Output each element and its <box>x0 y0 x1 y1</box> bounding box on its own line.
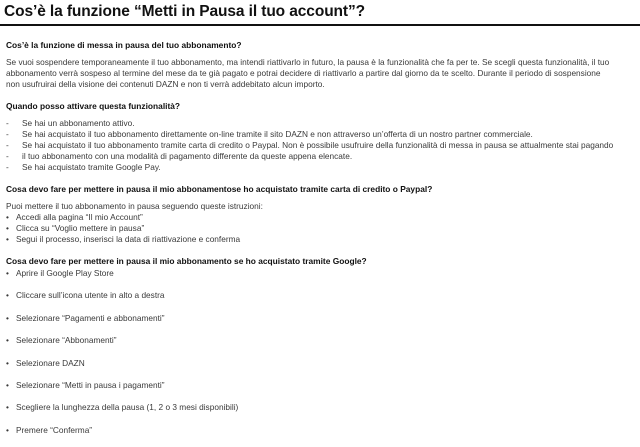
list-item: • Scegliere la lunghezza della pausa (1, 2 o 3 mesi disponibili) <box>6 402 636 413</box>
list-item: - Se hai un abbonamento attivo. <box>6 118 636 129</box>
faq-intro: Puoi mettere il tuo abbonamento in pausa seguendo queste istruzioni: <box>6 201 263 211</box>
title-divider <box>0 24 640 26</box>
faq-question: Cosa devo fare per mettere in pausa il mio abbonamento se ho acquistato tramite Google? <box>6 256 367 266</box>
faq-section-what-is-pause <box>6 40 636 90</box>
conditions-list <box>6 118 636 173</box>
list-item: • Premere “Conferma” <box>6 425 636 436</box>
list-item: • Selezionare “Pagamenti e abbonamenti” <box>6 313 636 324</box>
list-item: • Selezionare “Abbonamenti” <box>6 335 636 346</box>
list-item: - Se hai acquistato il tuo abbonamento direttamente on-line tramite il sito DAZN e non attraverso un’offerta di un nostro partner commerciale. <box>6 129 636 140</box>
list-item: • Selezionare “Metti in pausa i pagamenti” <box>6 380 636 391</box>
list-item: • Selezionare DAZN <box>6 358 636 369</box>
faq-answer-line: Se vuoi sospendere temporaneamente il tuo abbonamento, ma intendi riattivarlo in futuro, la pausa è la funzionalità che fa per te. Se scegli questa funzionalità, il tuo <box>6 57 610 67</box>
faq-question: Cosa devo fare per mettere in pausa il mio abbonamentose ho acquistato tramite carta di credito o Paypal? <box>6 184 433 194</box>
list-item: - Se hai acquistato tramite Google Pay. <box>6 162 636 173</box>
faq-answer-line: abbonamento verrà sospeso al termine del mese da te già pagato e potrai decidere di riattivarlo a partire dal giorno da te scelto. Durante il periodo di sospensione <box>6 68 601 78</box>
faq-section-google <box>6 256 636 436</box>
list-item: - Se hai acquistato il tuo abbonamento tramite carta di credito o Paypal. Non è possibile usufruire della funzionalità di messa in pausa se attualmente stai pagando <box>6 140 636 151</box>
list-item: • Accedi alla pagina “Il mio Account” <box>6 212 636 223</box>
instructions-list <box>6 212 636 245</box>
list-item: • Cliccare sull’icona utente in alto a destra <box>6 290 636 301</box>
faq-answer-line: non usufruirai della visione dei contenuti DAZN e non ti verrà addebitato alcun importo. <box>6 79 325 89</box>
list-item: • Clicca su “Voglio mettere in pausa” <box>6 223 636 234</box>
faq-question: Quando posso attivare questa funzionalità? <box>6 101 181 111</box>
faq-question: Cos’è la funzione di messa in pausa del tuo abbonamento? <box>6 40 242 50</box>
page-title: Cos’è la funzione “Metti in Pausa il tuo account”? <box>4 3 366 20</box>
faq-section-card-paypal <box>6 184 636 245</box>
google-steps-list <box>6 268 636 436</box>
faq-section-when <box>6 101 636 173</box>
list-item: • Aprire il Google Play Store <box>6 268 636 279</box>
list-item: • Segui il processo, inserisci la data di riattivazione e conferma <box>6 234 636 245</box>
faq-content <box>6 40 636 447</box>
list-item: - il tuo abbonamento con una modalità di pagamento differente da queste appena elencate. <box>6 151 636 162</box>
